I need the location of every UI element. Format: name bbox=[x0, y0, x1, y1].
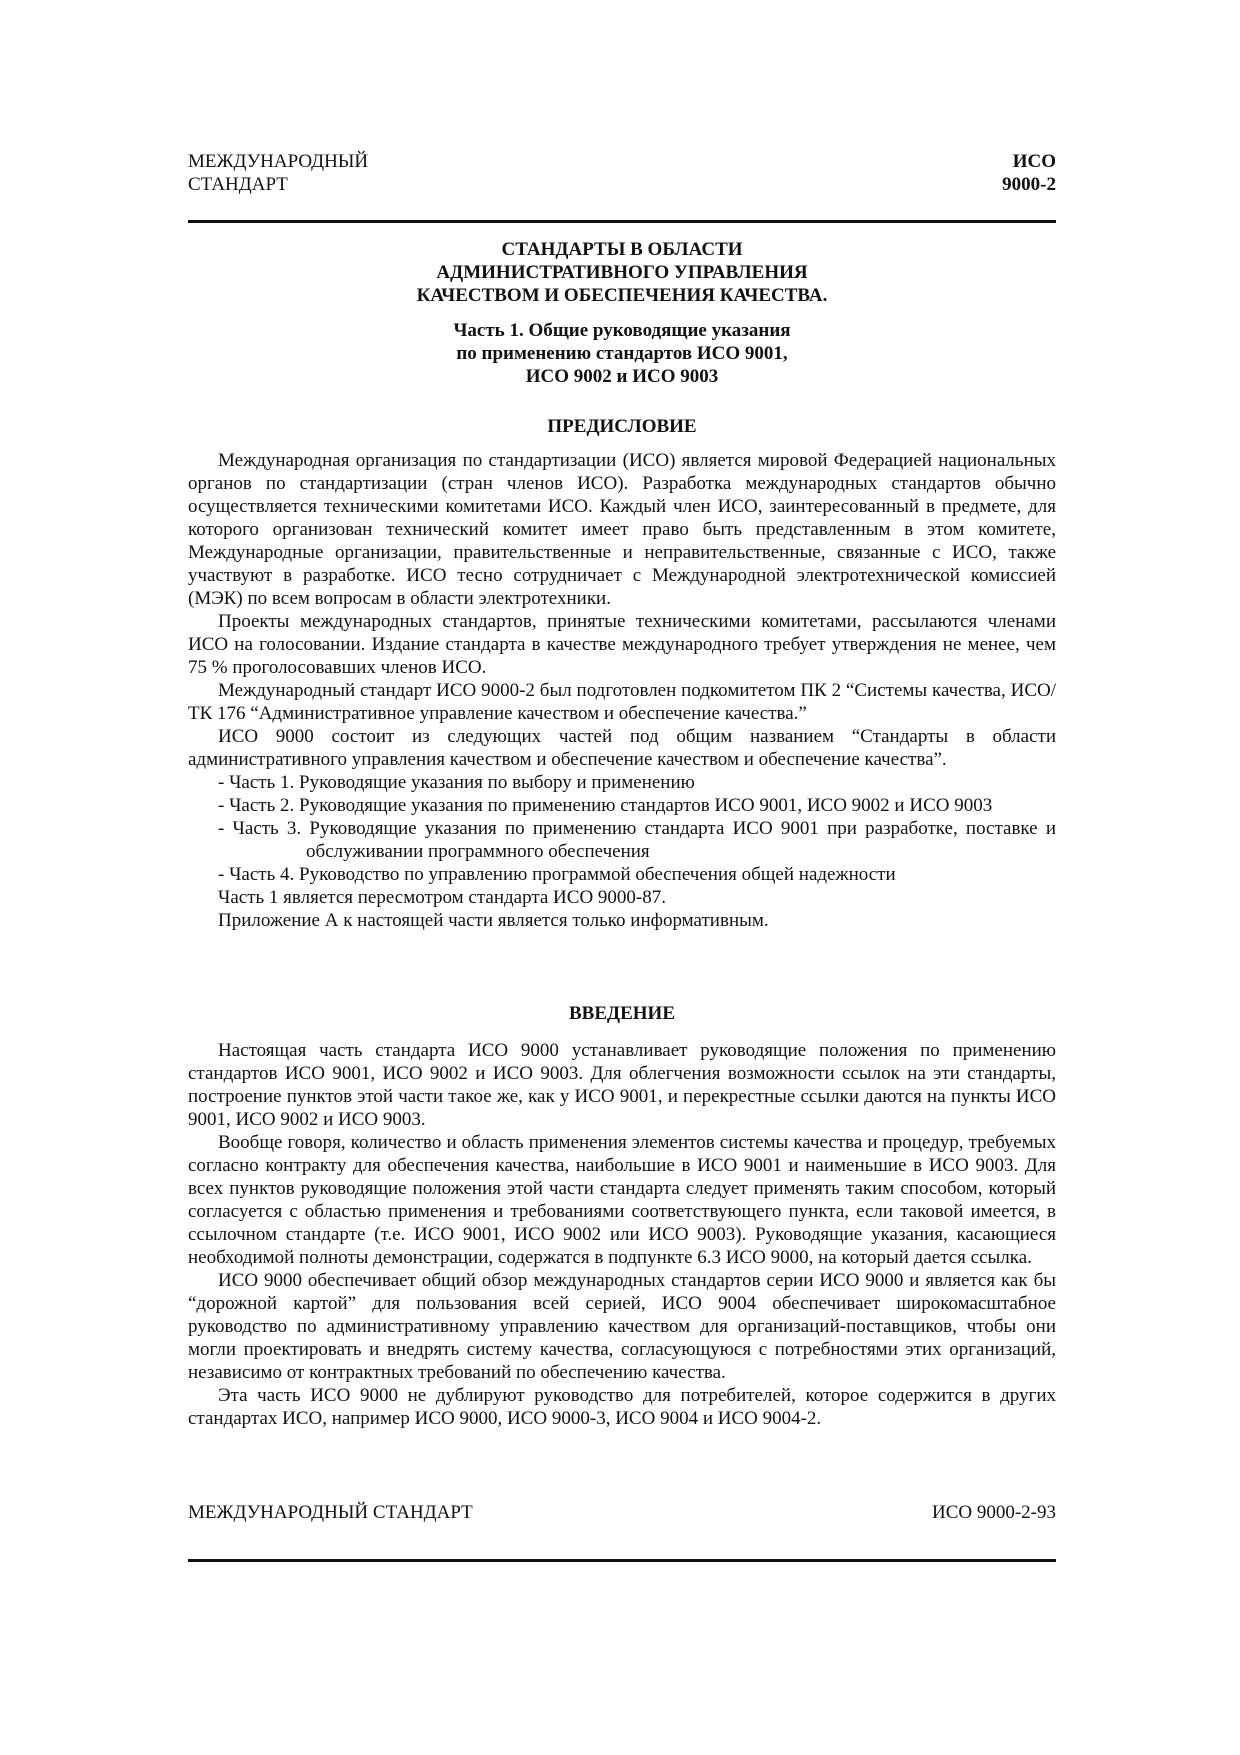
header-right-line1: ИСО bbox=[1012, 151, 1056, 172]
page-footer bbox=[188, 1501, 1056, 1524]
header-standard-number bbox=[1002, 150, 1056, 196]
footer-standard-type: МЕЖДУНАРОДНЫЙ СТАНДАРТ bbox=[188, 1502, 473, 1523]
introduction-paragraph: Вообще говоря, количество и область применения элементов системы качества и процедур, требуемых согласно контракту для обеспечения качества, наибольшие в ИСО 9001 и наименьшие в ИСО 9003. Для всех пунктов руководящие положения этой части стандарта следует применять таким способом, который согласуется с областью применения и требованиями соответствующего пункта, если таковой имеется, в ссылочном стандарте (т.е. ИСО 9001, ИСО 9002 или ИСО 9003). Руководящие указания, касающиеся необходимой полноты демонстрации, содержатся в подпункте 6.3 ИСО 9000, на который дается ссылка. bbox=[188, 1132, 1056, 1268]
introduction-heading: ВВЕДЕНИЕ bbox=[569, 1003, 675, 1024]
foreword-body bbox=[188, 449, 1056, 932]
foreword-paragraph: Приложение А к настоящей части является только информативным. bbox=[218, 910, 769, 931]
list-item: - Часть 1. Руководящие указания по выбору и применению bbox=[218, 772, 695, 793]
subtitle-line3: ИСО 9002 и ИСО 9003 bbox=[525, 366, 719, 387]
header-divider bbox=[188, 220, 1056, 223]
footer-divider bbox=[188, 1559, 1056, 1562]
title-line1: СТАНДАРТЫ В ОБЛАСТИ bbox=[501, 239, 743, 260]
header-left-line1: МЕЖДУНАРОДНЫЙ bbox=[188, 151, 369, 172]
foreword-paragraph: ИСО 9000 состоит из следующих частей под общим названием “Стандарты в области административного управления качеством и обеспечение качеством и обеспечение качества”. bbox=[188, 726, 1056, 770]
subtitle-line2: по применению стандартов ИСО 9001, bbox=[456, 343, 788, 364]
introduction-paragraph: Настоящая часть стандарта ИСО 9000 устанавливает руководящие положения по применению стандартов ИСО 9001, ИСО 9002 и ИСО 9003. Для облегчения возможности ссылок на эти стандарты, построение пунктов этой части такое же, как у ИСО 9001, и перекрестные ссылки даются на пункты ИСО 9001, ИСО 9002 и ИСО 9003. bbox=[188, 1040, 1056, 1130]
list-item: - Часть 4. Руководство по управлению программой обеспечения общей надежности bbox=[218, 864, 896, 885]
header-right-line2: 9000-2 bbox=[1002, 174, 1056, 195]
foreword-heading: ПРЕДИСЛОВИЕ bbox=[547, 416, 697, 437]
document-title bbox=[188, 238, 1056, 307]
introduction-paragraph: ИСО 9000 обеспечивает общий обзор международных стандартов серии ИСО 9000 и является как бы “дорожной картой” для пользования всей серией, ИСО 9004 обеспечивает широкомасштабное руководство по административному управлению качеством для организаций-поставщиков, чтобы они могли проектировать и внедрять систему качества, согласующуюся с потребностями этих организаций, независимо от контрактных требований по обеспечению качества. bbox=[188, 1270, 1056, 1383]
header-left-line2: СТАНДАРТ bbox=[188, 174, 288, 195]
list-item: - Часть 2. Руководящие указания по применению стандартов ИСО 9001, ИСО 9002 и ИСО 9003 bbox=[218, 795, 993, 816]
foreword-paragraph: Проекты международных стандартов, принятые техническими комитетами, рассылаются членами ИСО на голосовании. Издание стандарта в качестве международного требует утверждения не менее, чем 75 % проголосовавших членов ИСО. bbox=[188, 611, 1056, 678]
foreword-paragraph: Международный стандарт ИСО 9000-2 был подготовлен подкомитетом ПК 2 “Системы качества, ИСО/ТК 176 “Административное управление качеством и обеспечение качества.” bbox=[188, 680, 1056, 724]
introduction-paragraph: Эта часть ИСО 9000 не дублируют руководство для потребителей, которое содержится в других стандартах ИСО, например ИСО 9000, ИСО 9000-3, ИСО 9004 и ИСО 9004-2. bbox=[188, 1385, 1056, 1429]
foreword-paragraph: Часть 1 является пересмотром стандарта ИСО 9000-87. bbox=[218, 887, 666, 908]
footer-standard-number: ИСО 9000-2-93 bbox=[931, 1502, 1056, 1523]
subtitle-line1: Часть 1. Общие руководящие указания bbox=[453, 320, 791, 341]
document-subtitle bbox=[188, 319, 1056, 388]
page-header bbox=[188, 150, 1056, 200]
title-line3: КАЧЕСТВОМ И ОБЕСПЕЧЕНИЯ КАЧЕСТВА. bbox=[416, 285, 828, 306]
introduction-body bbox=[188, 1039, 1056, 1430]
header-standard-type bbox=[188, 150, 368, 196]
list-item: - Часть 3. Руководящие указания по применению стандарта ИСО 9001 при разработке, поставке и обслуживании программного обеспечения bbox=[218, 818, 1056, 862]
document-title-block bbox=[188, 238, 1056, 388]
title-line2: АДМИНИСТРАТИВНОГО УПРАВЛЕНИЯ bbox=[436, 262, 808, 283]
foreword-paragraph: Международная организация по стандартизации (ИСО) является мировой Федерацией национальных органов по стандартизации (стран членов ИСО). Разработка международных стандартов обычно осуществляется техническими комитетами ИСО. Каждый член ИСО, заинтересованный в предмете, для которого организован технический комитет имеет право быть представленным в этом комитете, Международные организации, правительственные и неправительственные, связанные с ИСО, также участвуют в разработке. ИСО тесно сотрудничает с Международной электротехнической комиссией (МЭК) по всем вопросам в области электротехники. bbox=[188, 450, 1056, 609]
